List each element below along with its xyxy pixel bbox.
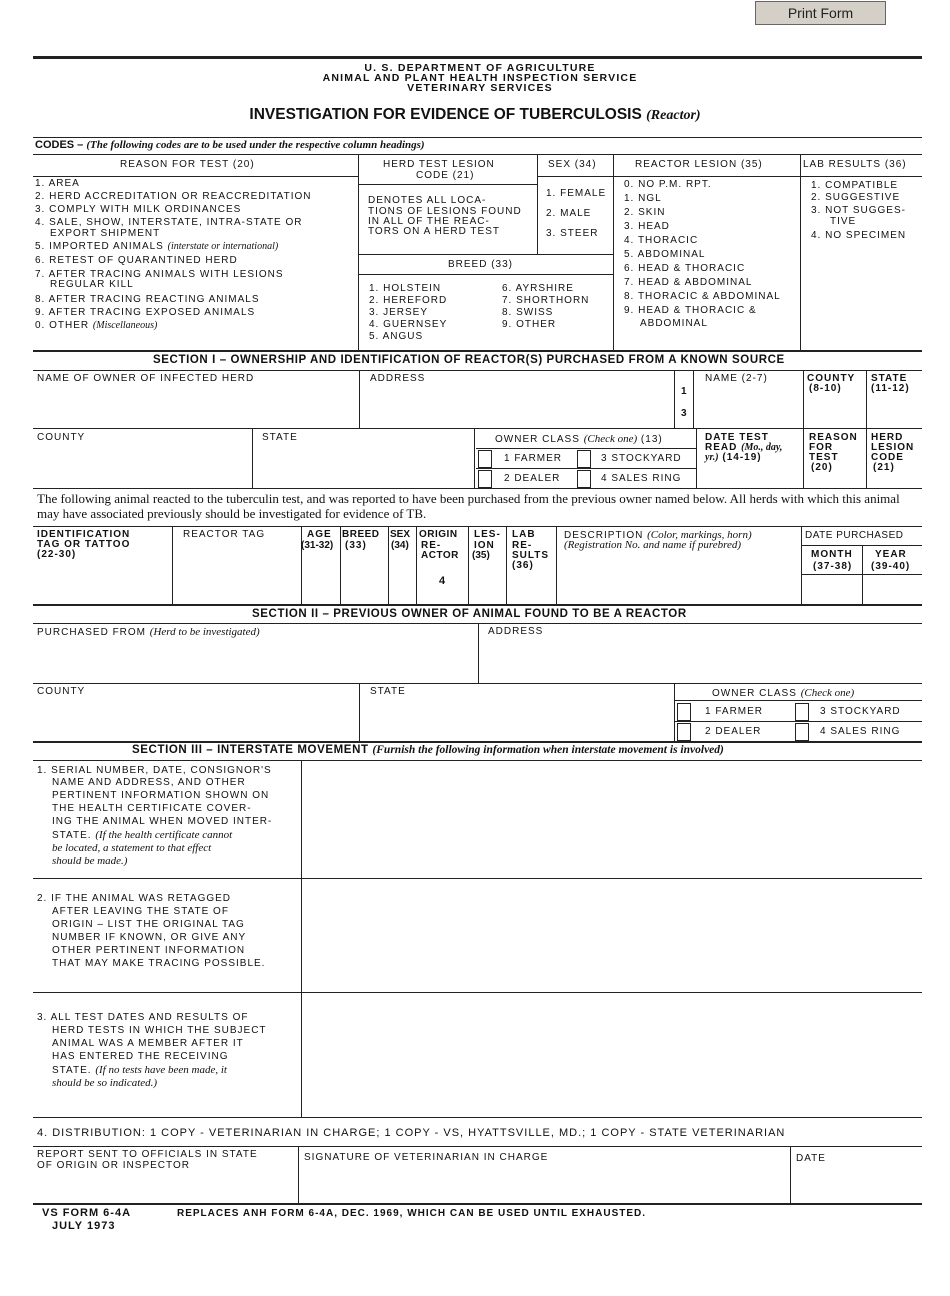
section2-state-label: STATE [370, 686, 406, 697]
reason-item: 0. OTHER (Miscellaneous) [35, 320, 158, 331]
lab-item: TIVE [830, 216, 857, 227]
sex-heading: SEX (34) [548, 159, 597, 170]
id-tag-label: TAG OR TATTOO [37, 539, 131, 550]
breed-item: 8. SWISS [502, 307, 554, 318]
s2-stockyard-label: 3 STOCKYARD [820, 706, 901, 717]
reactor-lesion-item: 6. HEAD & THORACIC [624, 263, 746, 274]
divider [693, 370, 694, 428]
q1-text: PERTINENT INFORMATION SHOWN ON [52, 790, 270, 801]
purchased-from-label: PURCHASED FROM (Herd to be investigated) [37, 626, 260, 638]
form-date: JULY 1973 [52, 1220, 116, 1232]
s2-sales-ring-checkbox[interactable] [795, 723, 809, 741]
divider [537, 154, 538, 254]
reactor-lesion-item: 4. THORACIC [624, 235, 699, 246]
county-label: COUNTY [37, 432, 86, 443]
replaces-note: REPLACES ANH FORM 6-4A, DEC. 1969, WHICH CAN BE USED UNTIL EXHAUSTED. [177, 1208, 647, 1219]
q2-text: ORIGIN – LIST THE ORIGINAL TAG [52, 919, 245, 930]
reason-heading: REASON FOR TEST (20) [120, 159, 255, 170]
codes-label: CODES – (The following codes are to be used under the respective column headings) [35, 139, 425, 151]
divider [801, 574, 922, 575]
sex-item: 2. MALE [546, 208, 592, 219]
divider [33, 488, 922, 489]
lab-label: LAB [512, 529, 536, 540]
owner-address-input[interactable] [370, 392, 672, 422]
q1-answer[interactable] [310, 765, 919, 877]
codes-header-rule [33, 154, 922, 155]
divider [506, 526, 507, 604]
divider [803, 370, 804, 488]
stockyard-checkbox[interactable] [577, 450, 591, 468]
origin-label: RE- [421, 540, 442, 551]
divider [674, 721, 922, 722]
q1-note: be located, a statement to that effect [52, 842, 212, 854]
q3-note: should be so indicated.) [52, 1077, 158, 1089]
q3-text: HAS ENTERED THE RECEIVING [52, 1051, 229, 1062]
form-id: VS FORM 6-4A [42, 1207, 132, 1219]
breed-item: 9. OTHER [502, 319, 557, 330]
divider [33, 992, 922, 993]
q1-text: STATE. (If the health certificate cannot [52, 829, 233, 841]
county-col-label: COUNTY [807, 373, 856, 384]
signature-input[interactable] [306, 1170, 788, 1200]
divider [358, 184, 537, 185]
reason-item: 7. AFTER TRACING ANIMALS WITH LESIONS [35, 269, 284, 280]
lab-item: 3. NOT SUGGES- [811, 205, 906, 216]
section2-county-label: COUNTY [37, 686, 86, 697]
q1-text: THE HEALTH CERTIFICATE COVER- [52, 803, 252, 814]
divider [696, 428, 697, 488]
divider [33, 428, 922, 429]
section3-title: SECTION III – INTERSTATE MOVEMENT (Furnish the following information when interstate movement is involved) [132, 744, 724, 756]
reason-label: FOR [809, 442, 834, 453]
reason-item: 5. IMPORTED ANIMALS (interstate or international) [35, 241, 279, 252]
reason-item: 1. AREA [35, 178, 80, 189]
id-tag-label: (22-30) [37, 549, 77, 560]
divider [613, 154, 614, 350]
print-form-button[interactable]: Print Form [755, 1, 886, 25]
herd-lesion-label: (21) [873, 462, 895, 473]
origin-reactor-value: 4 [439, 575, 447, 587]
service-name: ANIMAL AND PLANT HEALTH INSPECTION SERVICE [322, 72, 638, 84]
q2-text: OTHER PERTINENT INFORMATION [52, 945, 246, 956]
divider [474, 428, 475, 488]
reactor-lesion-item: 0. NO P.M. RPT. [624, 179, 712, 190]
date-test-label: yr.) (14-19) [705, 452, 762, 463]
reason-item: 9. AFTER TRACING EXPOSED ANIMALS [35, 307, 256, 318]
lesion-code-heading-2: CODE (21) [416, 170, 475, 181]
age-label: (31-32) [301, 540, 334, 551]
report-sent-input[interactable] [40, 1174, 296, 1200]
reason-item: EXPORT SHIPMENT [50, 228, 161, 239]
divider [301, 760, 302, 1117]
sex-item: 1. FEMALE [546, 188, 607, 199]
divider [556, 526, 557, 604]
divider [358, 254, 613, 255]
q2-text: NUMBER IF KNOWN, OR GIVE ANY [52, 932, 247, 943]
divider [33, 1117, 922, 1118]
q2-text: 2. IF THE ANIMAL WAS RETAGGED [37, 893, 232, 904]
reactor-lesion-item: 1. NGL [624, 193, 662, 204]
reactor-lesion-item: 2. SKIN [624, 207, 666, 218]
q1-note: should be made.) [52, 855, 128, 867]
reason-label: (20) [811, 462, 833, 473]
divider [340, 526, 341, 604]
lab-heading: LAB RESULTS (36) [803, 159, 907, 170]
sales-ring-checkbox[interactable] [577, 470, 591, 488]
herd-lesion-label: LESION [871, 442, 915, 453]
id-tag-label: IDENTIFICATION [37, 529, 131, 540]
dealer-checkbox[interactable] [478, 470, 492, 488]
divider [476, 448, 696, 449]
reactor-lesion-item: 9. HEAD & THORACIC & [624, 305, 757, 316]
divider [801, 545, 922, 546]
divider [358, 274, 613, 275]
divider [298, 1146, 299, 1203]
divider [33, 526, 922, 527]
q3-text: ANIMAL WAS A MEMBER AFTER IT [52, 1038, 244, 1049]
q1-text: ING THE ANIMAL WHEN MOVED INTER- [52, 816, 273, 827]
reactor-tag-label: REACTOR TAG [183, 529, 266, 540]
lesion-code-text: IN ALL OF THE REAC- [368, 216, 490, 227]
box-3: 3 [681, 408, 688, 419]
q3-answer[interactable] [310, 998, 919, 1114]
lab-label: SULTS [512, 550, 550, 561]
q2-text: THAT MAY MAKE TRACING POSSIBLE. [52, 958, 266, 969]
q1-text: 1. SERIAL NUMBER, DATE, CONSIGNOR'S [37, 765, 272, 776]
page-title: INVESTIGATION FOR EVIDENCE OF TUBERCULOSIS (Reactor) [249, 106, 701, 123]
lab-label: RE- [512, 540, 533, 551]
divider [33, 878, 922, 879]
lab-item: 2. SUGGESTIVE [811, 192, 901, 203]
q2-text: AFTER LEAVING THE STATE OF [52, 906, 229, 917]
divider [252, 428, 253, 488]
herd-lesion-label: CODE [871, 452, 904, 463]
breed-label: BREED [342, 529, 380, 540]
reason-item: 6. RETEST OF QUARANTINED HERD [35, 255, 238, 266]
lesion-label: ION [474, 540, 495, 551]
sex-label: SEX [390, 529, 411, 540]
year-label: YEAR [875, 549, 907, 560]
owner-class-label: OWNER CLASS (Check one) (13) [495, 433, 663, 445]
herd-lesion-label: HERD [871, 432, 904, 443]
vet-services: VETERINARY SERVICES [407, 82, 553, 94]
divider [800, 154, 801, 350]
address-label: ADDRESS [370, 373, 426, 384]
codes-top-rule [33, 137, 922, 138]
section1-rule [33, 350, 922, 352]
divider [33, 176, 358, 177]
breed-item: 5. ANGUS [369, 331, 424, 342]
owner-name-input[interactable] [40, 392, 354, 422]
reactor-paragraph: The following animal reacted to the tuberculin test, and was reported to have been purchased from the previous owner named below. All herds with which this animal may have associated previously should be investigated for evidence of TB. [37, 491, 900, 521]
divider [674, 700, 922, 701]
section2-address-label: ADDRESS [488, 626, 544, 637]
q1-text: NAME AND ADDRESS, AND OTHER [52, 777, 246, 788]
divider [674, 683, 675, 741]
divider [33, 683, 922, 684]
section3-rule [33, 741, 922, 743]
date-label: DATE [796, 1153, 826, 1164]
reason-item: REGULAR KILL [50, 279, 134, 290]
reason-item: 4. SALE, SHOW, INTERSTATE, INTRA-STATE OR [35, 217, 303, 228]
divider [537, 176, 922, 177]
lesion-code-text: TORS ON A HERD TEST [368, 226, 500, 237]
q3-text: HERD TESTS IN WHICH THE SUBJECT [52, 1025, 267, 1036]
month-label: (37-38) [813, 561, 853, 572]
date-purchased-label: DATE PURCHASED [805, 530, 904, 541]
origin-label: ORIGIN [419, 529, 458, 540]
divider [478, 623, 479, 683]
breed-heading: BREED (33) [448, 259, 514, 270]
reason-item: 3. COMPLY WITH MILK ORDINANCES [35, 204, 242, 215]
q3-text: 3. ALL TEST DATES AND RESULTS OF [37, 1012, 249, 1023]
section2-rule [33, 604, 922, 606]
divider [33, 370, 922, 371]
farmer-label: 1 FARMER [504, 453, 563, 464]
reactor-lesion-item: ABDOMINAL [640, 318, 708, 329]
breed-item: 2. HEREFORD [369, 295, 448, 306]
county-col-code: (8-10) [809, 383, 842, 394]
footer-rule [33, 1203, 922, 1205]
lesion-label: LES- [474, 529, 501, 540]
description-label: DESCRIPTION (Color, markings, horn) [564, 529, 752, 541]
reactor-lesion-item: 3. HEAD [624, 221, 670, 232]
origin-label: ACTOR [421, 550, 459, 561]
divider [801, 526, 802, 604]
section1-title: SECTION I – OWNERSHIP AND IDENTIFICATION OF REACTOR(S) PURCHASED FROM A KNOWN SOURCE [153, 354, 785, 366]
reactor-lesion-item: 5. ABDOMINAL [624, 249, 706, 260]
sales-ring-label: 4 SALES RING [601, 473, 682, 484]
dealer-label: 2 DEALER [504, 473, 561, 484]
q2-answer[interactable] [310, 884, 919, 990]
owner-name-label: NAME OF OWNER OF INFECTED HERD [37, 373, 255, 384]
divider [301, 526, 302, 604]
breed-item: 1. HOLSTEIN [369, 283, 442, 294]
divider [359, 683, 360, 741]
year-label: (39-40) [871, 561, 911, 572]
reason-item: 2. HERD ACCREDITATION OR REACCREDITATION [35, 191, 312, 202]
stockyard-label: 3 STOCKYARD [601, 453, 682, 464]
description-note: (Registration No. and name if purebred) [564, 539, 741, 551]
state-col-label: STATE [871, 373, 908, 384]
sex-item: 3. STEER [546, 228, 599, 239]
reactor-lesion-item: 7. HEAD & ABDOMINAL [624, 277, 753, 288]
state-col-code: (11-12) [871, 383, 910, 394]
section2-title: SECTION II – PREVIOUS OWNER OF ANIMAL FOUND TO BE A REACTOR [252, 608, 687, 620]
lab-label: (36) [512, 560, 534, 571]
date-input[interactable] [798, 1170, 920, 1200]
divider [790, 1146, 791, 1203]
purchased-from-input[interactable] [40, 644, 474, 678]
lesion-code-text: DENOTES ALL LOCA- [368, 195, 487, 206]
age-label: AGE [307, 529, 332, 540]
s2-sales-ring-label: 4 SALES RING [820, 726, 901, 737]
signature-label: SIGNATURE OF VETERINARIAN IN CHARGE [304, 1152, 549, 1163]
divider [468, 526, 469, 604]
divider [359, 370, 360, 428]
lab-item: 1. COMPATIBLE [811, 180, 899, 191]
reactor-lesion-item: 8. THORACIC & ABDOMINAL [624, 291, 781, 302]
reason-label: REASON [809, 432, 858, 443]
s2-dealer-label: 2 DEALER [705, 726, 762, 737]
reason-label: TEST [809, 452, 839, 463]
divider [172, 526, 173, 604]
report-sent-label: OF ORIGIN OR INSPECTOR [37, 1160, 190, 1171]
box-1: 1 [681, 386, 688, 397]
divider [388, 526, 389, 604]
month-label: MONTH [811, 549, 853, 560]
s2-dealer-checkbox[interactable] [677, 723, 691, 741]
name-col-label: NAME (2-7) [705, 373, 768, 384]
dept-name: U. S. DEPARTMENT OF AGRICULTURE [364, 62, 596, 74]
lab-item: 4. NO SPECIMEN [811, 230, 907, 241]
lesion-code-heading: HERD TEST LESION [383, 159, 495, 170]
state-label: STATE [262, 432, 298, 443]
divider [33, 1146, 922, 1147]
divider [674, 370, 675, 428]
breed-label: (33) [345, 540, 367, 551]
farmer-checkbox[interactable] [478, 450, 492, 468]
date-test-label: DATE TEST [705, 432, 769, 443]
sex-label: (34) [391, 540, 409, 551]
lesion-label: (35) [472, 550, 490, 561]
reactor-lesion-heading: REACTOR LESION (35) [635, 159, 763, 170]
divider [33, 760, 922, 761]
breed-item: 7. SHORTHORN [502, 295, 590, 306]
divider [476, 468, 696, 469]
q3-text: STATE. (If no tests have been made, it [52, 1064, 227, 1076]
section2-owner-class-label: OWNER CLASS (Check one) [712, 687, 855, 699]
header-rule [33, 56, 922, 59]
s2-farmer-label: 1 FARMER [705, 706, 764, 717]
report-sent-label: REPORT SENT TO OFFICIALS IN STATE [37, 1149, 258, 1160]
s2-farmer-checkbox[interactable] [677, 703, 691, 721]
divider [866, 370, 867, 488]
distribution-text: 4. DISTRIBUTION: 1 COPY - VETERINARIAN IN CHARGE; 1 COPY - VS, HYATTSVILLE, MD.; 1 COPY - STATE VETERINARIAN [37, 1127, 786, 1139]
s2-stockyard-checkbox[interactable] [795, 703, 809, 721]
breed-item: 6. AYRSHIRE [502, 283, 574, 294]
reason-item: 8. AFTER TRACING REACTING ANIMALS [35, 294, 260, 305]
breed-item: 4. GUERNSEY [369, 319, 448, 330]
section2-address-input[interactable] [488, 644, 917, 678]
breed-item: 3. JERSEY [369, 307, 429, 318]
divider [416, 526, 417, 604]
lesion-code-text: TIONS OF LESIONS FOUND [368, 206, 522, 217]
date-test-label: READ (Mo., day, [705, 442, 783, 453]
